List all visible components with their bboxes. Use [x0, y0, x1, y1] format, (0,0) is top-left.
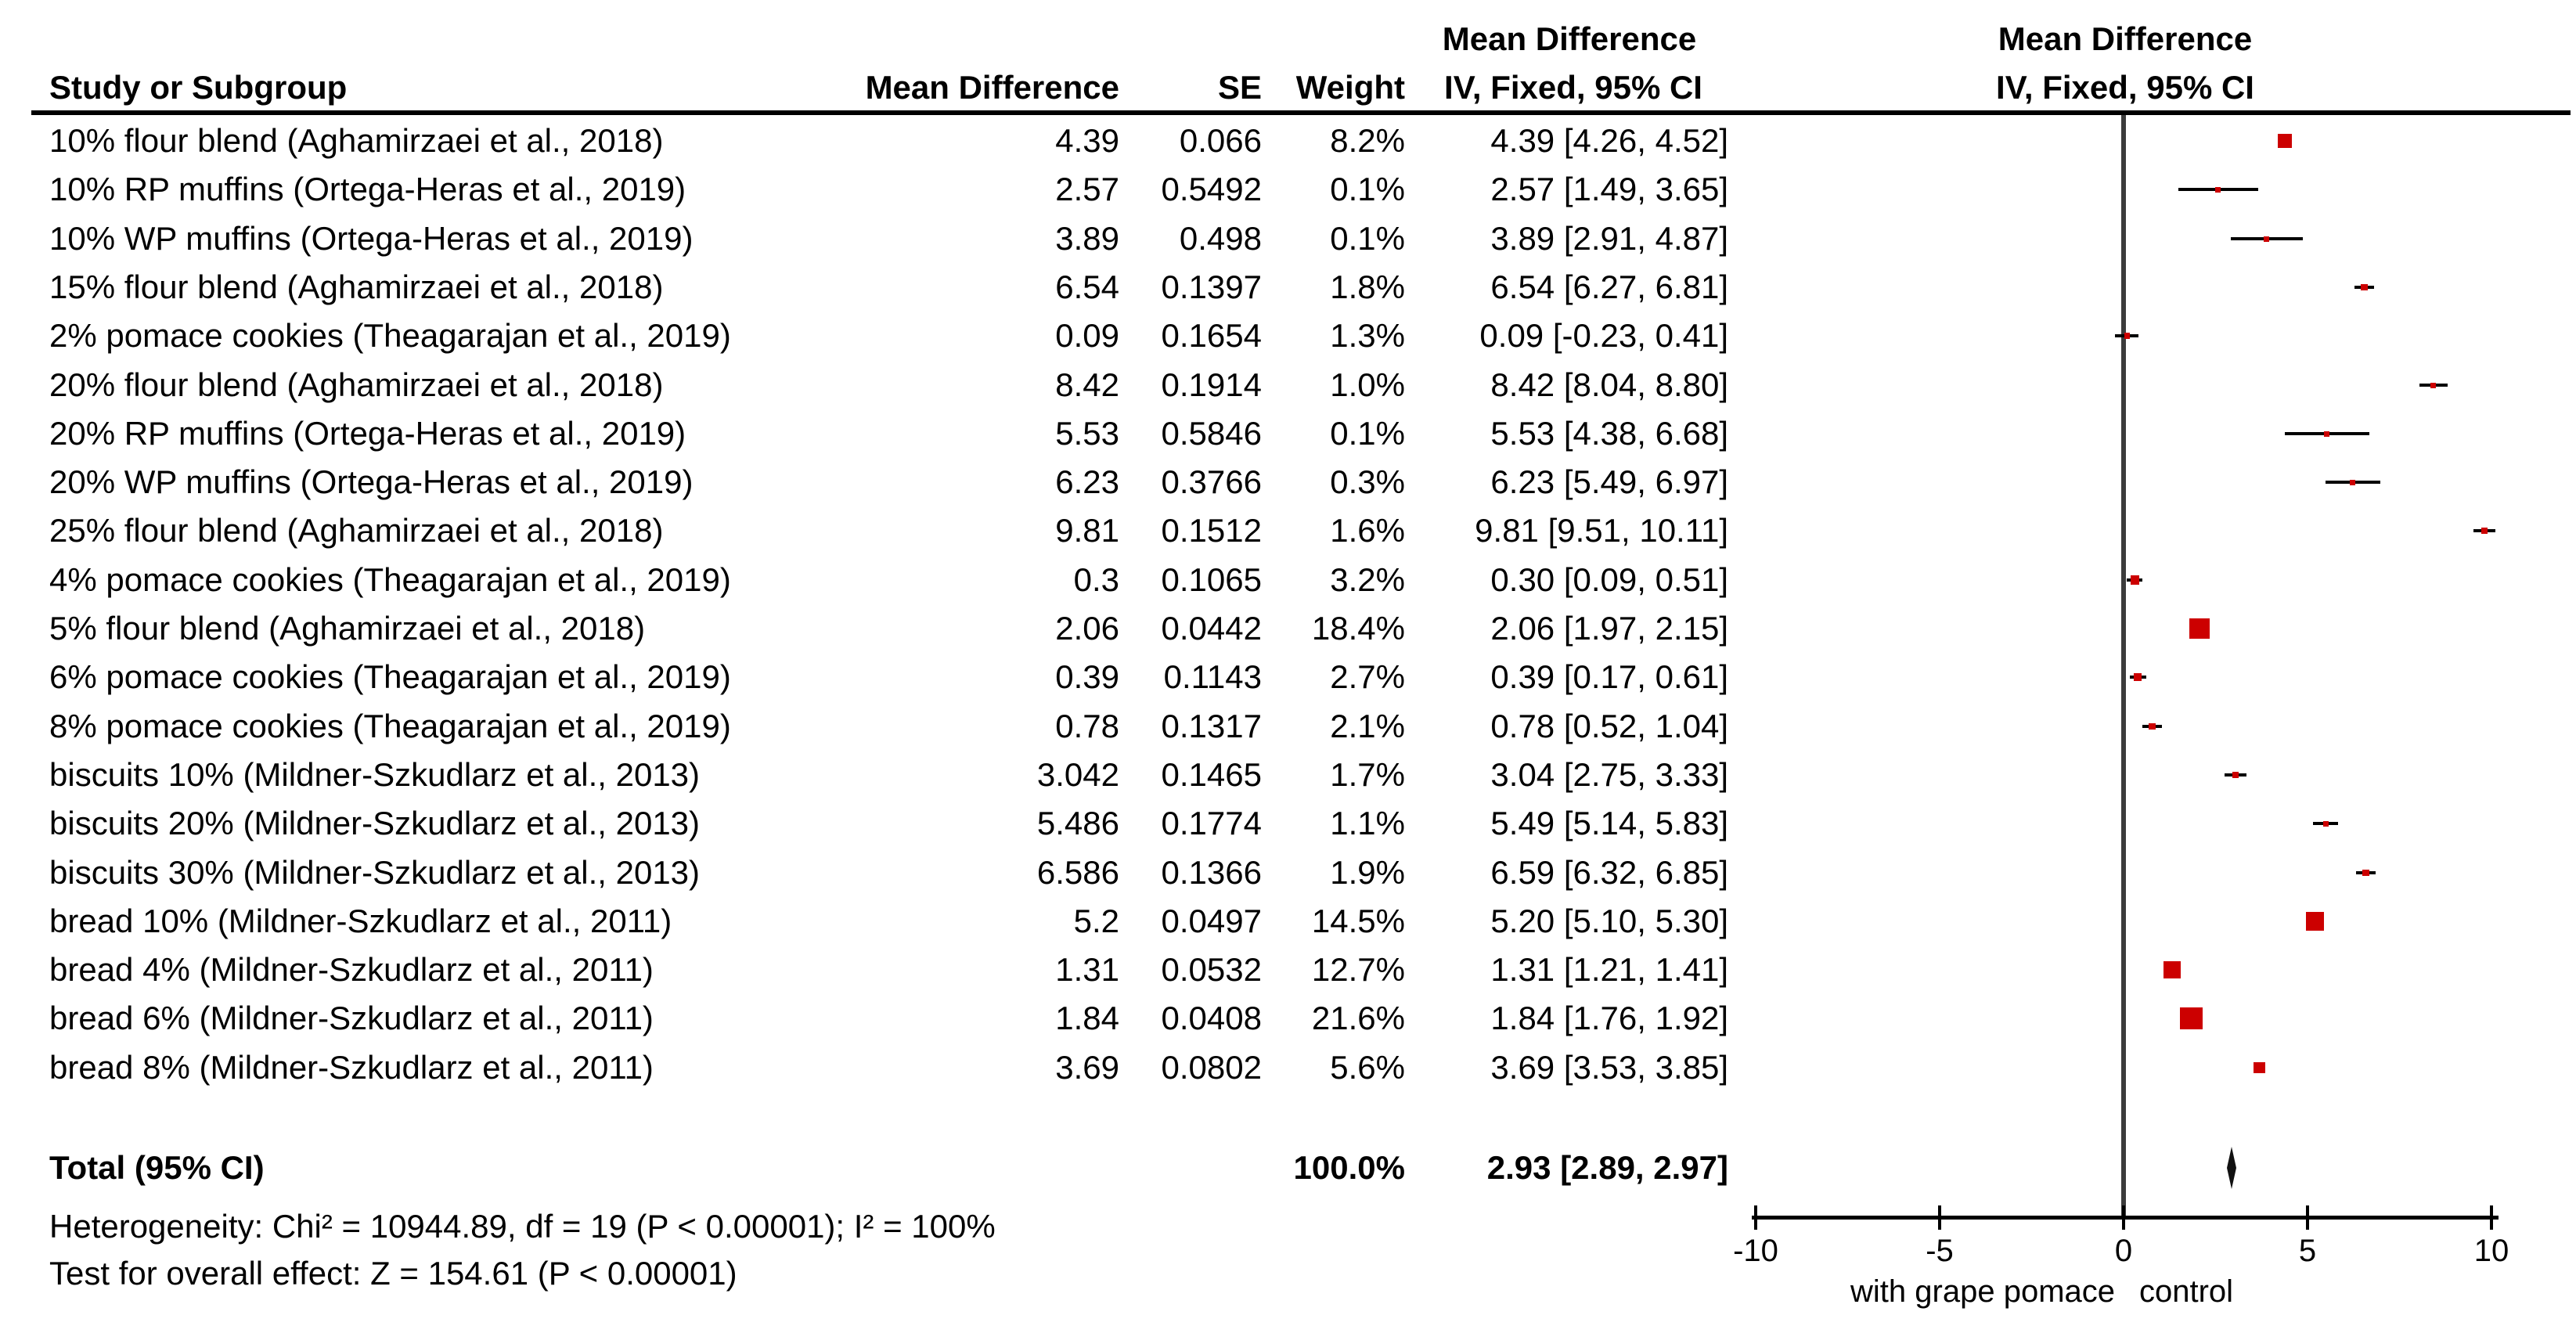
se-value: 0.0802	[1161, 1049, 1262, 1086]
md-value: 1.84	[1055, 1000, 1119, 1036]
se-value: 0.498	[1179, 220, 1262, 257]
se-value: 0.1774	[1161, 805, 1262, 841]
ci-value: 6.54 [6.27, 6.81]	[1490, 268, 1728, 305]
weight-value: 21.6%	[1311, 1000, 1405, 1036]
study-label: 20% WP muffins (Ortega-Heras et al., 2019)	[49, 463, 694, 500]
ci-value: 0.39 [0.17, 0.61]	[1490, 658, 1728, 695]
heterogeneity-stats: Heterogeneity: Chi² = 10944.89, df = 19 (P < 0.00001); I² = 100%	[49, 1208, 996, 1245]
effect-square	[2481, 528, 2488, 534]
se-value: 0.1914	[1161, 366, 1262, 403]
study-label: bread 6% (Mildner-Szkudlarz et al., 2011)	[49, 1000, 654, 1036]
md-value: 0.39	[1055, 658, 1119, 695]
effect-square	[2180, 1007, 2203, 1030]
se-value: 0.1512	[1161, 512, 1262, 549]
weight-value: 8.2%	[1330, 122, 1405, 159]
se-value: 0.5492	[1161, 171, 1262, 207]
weight-value: 3.2%	[1330, 561, 1405, 598]
ci-value: 0.30 [0.09, 0.51]	[1490, 561, 1728, 598]
study-label: biscuits 30% (Mildner-Szkudlarz et al., 2013)	[49, 854, 701, 891]
weight-value: 0.1%	[1330, 171, 1405, 207]
md-value: 3.042	[1036, 756, 1119, 793]
effect-square	[2215, 187, 2221, 193]
header-ci-col-line2: IV, Fixed, 95% CI	[1444, 69, 1702, 106]
effect-square	[2264, 236, 2269, 242]
axis-label-left: with grape pomace	[1850, 1274, 2115, 1309]
weight-value: 1.3%	[1330, 317, 1405, 354]
md-value: 0.3	[1073, 561, 1119, 598]
study-label: bread 4% (Mildner-Szkudlarz et al., 2011)	[49, 951, 654, 988]
ci-value: 1.84 [1.76, 1.92]	[1490, 1000, 1728, 1036]
study-label: bread 8% (Mildner-Szkudlarz et al., 2011)	[49, 1049, 654, 1086]
se-value: 0.1143	[1163, 658, 1262, 695]
effect-square	[2278, 134, 2292, 148]
effect-square	[2323, 821, 2329, 827]
effect-square	[2324, 431, 2329, 437]
ci-value: 1.31 [1.21, 1.41]	[1490, 951, 1728, 988]
axis-tick	[1938, 1205, 1941, 1230]
study-label: 10% flour blend (Aghamirzaei et al., 2018)	[49, 122, 664, 159]
se-value: 0.1366	[1161, 854, 1262, 891]
weight-value: 0.3%	[1330, 463, 1405, 500]
x-axis-line	[1752, 1216, 2499, 1220]
ci-value: 3.04 [2.75, 3.33]	[1490, 756, 1728, 793]
weight-value: 2.1%	[1330, 708, 1405, 744]
study-label: 8% pomace cookies (Theagarajan et al., 2019)	[49, 708, 731, 744]
weight-value: 1.9%	[1330, 854, 1405, 891]
effect-square	[2189, 618, 2210, 640]
se-value: 0.0497	[1161, 903, 1262, 939]
study-label: biscuits 10% (Mildner-Szkudlarz et al., 2013)	[49, 756, 701, 793]
effect-square	[2350, 480, 2355, 485]
study-label: 2% pomace cookies (Theagarajan et al., 2019)	[49, 317, 731, 354]
se-value: 0.3766	[1161, 463, 1262, 500]
se-value: 0.5846	[1161, 415, 1262, 452]
header-plot-line1: Mean Difference	[1998, 20, 2253, 57]
effect-square	[2131, 575, 2139, 584]
weight-value: 18.4%	[1311, 610, 1405, 647]
md-value: 2.57	[1055, 171, 1119, 207]
effect-square	[2430, 383, 2436, 388]
md-value: 3.69	[1055, 1049, 1119, 1086]
weight-value: 1.8%	[1330, 268, 1405, 305]
se-value: 0.0532	[1161, 951, 1262, 988]
axis-tick	[2122, 1205, 2125, 1230]
se-value: 0.1654	[1161, 317, 1262, 354]
md-value: 0.09	[1055, 317, 1119, 354]
effect-square	[2361, 284, 2367, 290]
study-label: 25% flour blend (Aghamirzaei et al., 2018)	[49, 512, 664, 549]
zero-effect-line	[2121, 115, 2126, 1219]
ci-value: 5.53 [4.38, 6.68]	[1490, 415, 1728, 452]
ci-value: 2.06 [1.97, 2.15]	[1490, 610, 1728, 647]
study-label: bread 10% (Mildner-Szkudlarz et al., 2011)	[49, 903, 672, 939]
ci-value: 9.81 [9.51, 10.11]	[1475, 512, 1728, 549]
ci-value: 2.57 [1.49, 3.65]	[1490, 171, 1728, 207]
ci-value: 5.49 [5.14, 5.83]	[1490, 805, 1728, 841]
effect-square	[2163, 961, 2181, 978]
effect-square	[2306, 912, 2325, 931]
axis-tick-label: -10	[1733, 1234, 1778, 1268]
study-label: 10% WP muffins (Ortega-Heras et al., 2019)	[49, 220, 694, 257]
total-label: Total (95% CI)	[49, 1149, 265, 1186]
se-value: 0.1317	[1161, 708, 1262, 744]
study-label: 4% pomace cookies (Theagarajan et al., 2019)	[49, 561, 731, 598]
header-ci-col-line1: Mean Difference	[1442, 20, 1697, 57]
ci-value: 5.20 [5.10, 5.30]	[1490, 903, 1728, 939]
axis-tick-label: 10	[2473, 1234, 2509, 1268]
effect-square	[2232, 772, 2239, 778]
se-value: 0.1065	[1161, 561, 1262, 598]
effect-square	[2254, 1062, 2265, 1074]
axis-tick	[2490, 1205, 2493, 1230]
md-value: 1.31	[1055, 951, 1119, 988]
md-value: 0.78	[1055, 708, 1119, 744]
ci-value: 0.78 [0.52, 1.04]	[1490, 708, 1728, 744]
study-label: 10% RP muffins (Ortega-Heras et al., 2019)	[49, 171, 686, 207]
ci-value: 6.59 [6.32, 6.85]	[1490, 854, 1728, 891]
ci-value: 8.42 [8.04, 8.80]	[1490, 366, 1728, 403]
study-label: 20% flour blend (Aghamirzaei et al., 2018)	[49, 366, 664, 403]
md-value: 6.54	[1055, 268, 1119, 305]
total-weight: 100.0%	[1293, 1149, 1405, 1186]
header-weight-col: Weight	[1295, 69, 1405, 106]
weight-value: 1.1%	[1330, 805, 1405, 841]
md-value: 9.81	[1055, 512, 1119, 549]
study-label: 6% pomace cookies (Theagarajan et al., 2019)	[49, 658, 731, 695]
md-value: 6.586	[1036, 854, 1119, 891]
ci-value: 0.09 [-0.23, 0.41]	[1479, 317, 1728, 354]
weight-value: 1.6%	[1330, 512, 1405, 549]
effect-square	[2124, 333, 2130, 338]
axis-tick-label: 0	[2114, 1234, 2133, 1268]
header-plot-line2: IV, Fixed, 95% CI	[1996, 69, 2254, 106]
effect-square	[2134, 673, 2142, 681]
axis-tick	[1754, 1205, 1757, 1230]
study-label: 5% flour blend (Aghamirzaei et al., 2018)	[49, 610, 646, 647]
pooled-effect-diamond	[2227, 1147, 2236, 1189]
ci-value: 3.69 [3.53, 3.85]	[1490, 1049, 1728, 1086]
axis-tick-label: 5	[2298, 1234, 2317, 1268]
se-value: 0.1465	[1161, 756, 1262, 793]
weight-value: 0.1%	[1330, 415, 1405, 452]
header-study-col: Study or Subgroup	[49, 69, 348, 106]
header-rule	[31, 110, 2571, 115]
md-value: 8.42	[1055, 366, 1119, 403]
weight-value: 5.6%	[1330, 1049, 1405, 1086]
ci-value: 4.39 [4.26, 4.52]	[1490, 122, 1728, 159]
header-se-col: SE	[1217, 69, 1262, 106]
weight-value: 0.1%	[1330, 220, 1405, 257]
ci-value: 3.89 [2.91, 4.87]	[1490, 220, 1728, 257]
se-value: 0.0442	[1161, 610, 1262, 647]
effect-square	[2149, 723, 2156, 730]
study-label: biscuits 20% (Mildner-Szkudlarz et al., 2013)	[49, 805, 701, 841]
weight-value: 1.7%	[1330, 756, 1405, 793]
header-md-col: Mean Difference	[865, 69, 1119, 106]
md-value: 5.53	[1055, 415, 1119, 452]
study-label: 15% flour blend (Aghamirzaei et al., 2018)	[49, 268, 664, 305]
ci-value: 6.23 [5.49, 6.97]	[1490, 463, 1728, 500]
md-value: 5.2	[1073, 903, 1119, 939]
axis-label-right: control	[2139, 1274, 2234, 1309]
axis-tick	[2306, 1205, 2309, 1230]
se-value: 0.0408	[1161, 1000, 1262, 1036]
weight-value: 2.7%	[1330, 658, 1405, 695]
weight-value: 14.5%	[1311, 903, 1405, 939]
weight-value: 1.0%	[1330, 366, 1405, 403]
md-value: 2.06	[1055, 610, 1119, 647]
total-ci: 2.93 [2.89, 2.97]	[1486, 1149, 1728, 1186]
md-value: 3.89	[1055, 220, 1119, 257]
effect-square	[2362, 870, 2369, 877]
axis-tick-label: -5	[1926, 1234, 1954, 1268]
se-value: 0.066	[1179, 122, 1262, 159]
study-label: 20% RP muffins (Ortega-Heras et al., 2019)	[49, 415, 686, 452]
weight-value: 12.7%	[1311, 951, 1405, 988]
md-value: 6.23	[1055, 463, 1119, 500]
md-value: 4.39	[1055, 122, 1119, 159]
overall-effect-test: Test for overall effect: Z = 154.61 (P < 0.00001)	[49, 1255, 737, 1292]
md-value: 5.486	[1036, 805, 1119, 841]
se-value: 0.1397	[1161, 268, 1262, 305]
